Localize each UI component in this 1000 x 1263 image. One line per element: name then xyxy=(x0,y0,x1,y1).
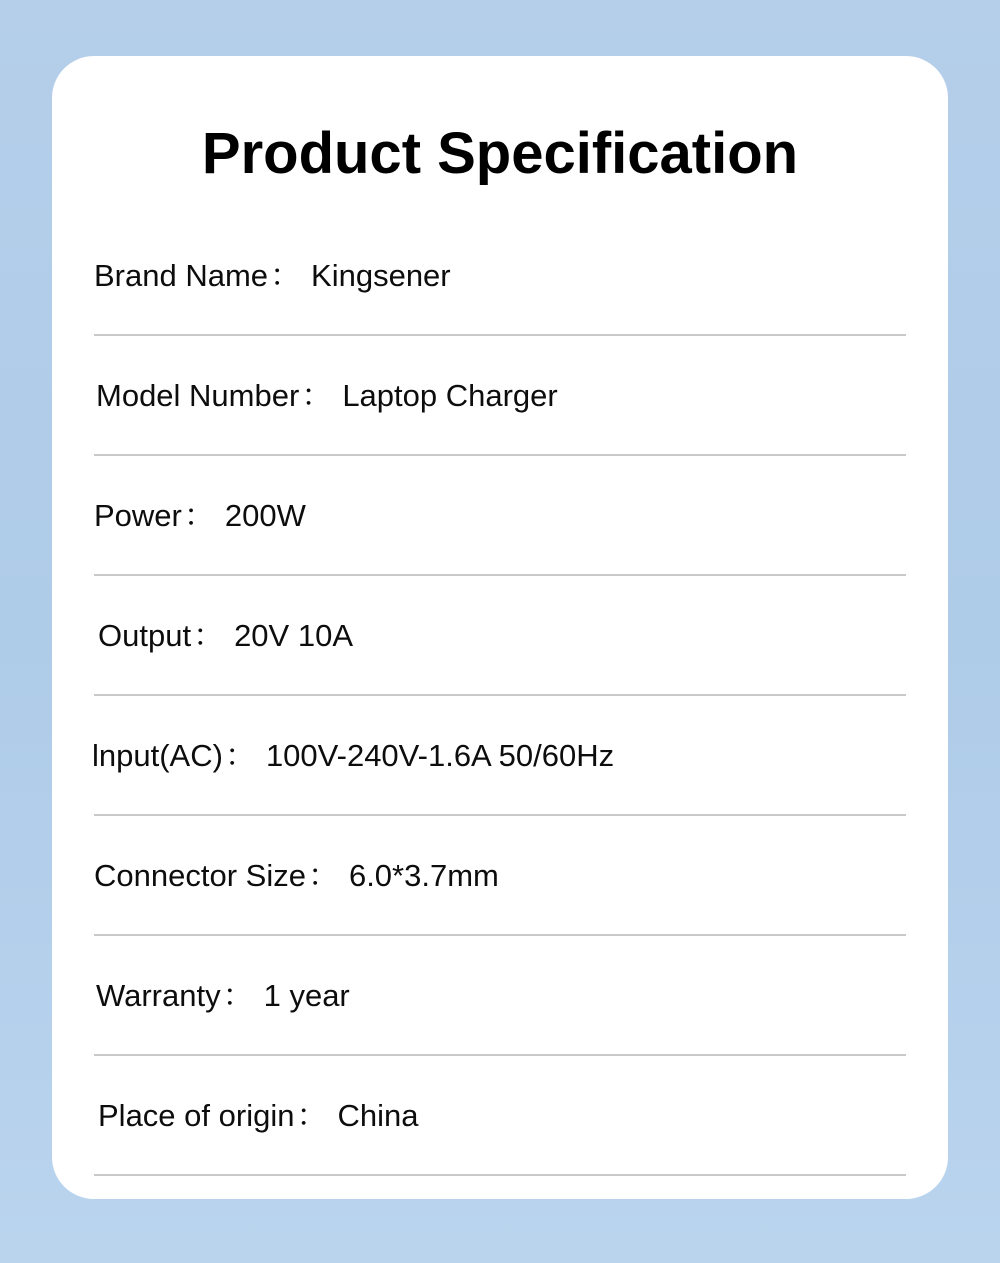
spec-text-connector-size xyxy=(94,850,499,895)
spec-label-input: lnput(AC) xyxy=(92,737,223,773)
page-title: Product Specification xyxy=(201,121,799,186)
spec-value-output: 20V 10A xyxy=(234,617,353,653)
spec-value-brand-name: Kingsener xyxy=(311,257,451,293)
spec-text-input xyxy=(92,730,614,775)
spec-colon: ： xyxy=(301,377,333,413)
specification-card xyxy=(52,56,948,1199)
spec-value-model-number: Laptop Charger xyxy=(342,377,558,413)
spec-label-power: Power xyxy=(94,497,182,533)
spec-label-brand-name: Brand Name xyxy=(94,257,269,293)
spec-row xyxy=(94,576,906,696)
spec-label-output: Output xyxy=(98,617,192,653)
spec-row xyxy=(94,216,906,336)
spec-value-power: 200W xyxy=(224,497,306,533)
spec-text-output xyxy=(98,610,353,655)
spec-colon: ： xyxy=(193,617,225,653)
spec-label-model-number: Model Number xyxy=(96,377,300,413)
spec-value-connector-size: 6.0*3.7mm xyxy=(348,857,499,893)
spec-row xyxy=(94,696,906,816)
spec-value-warranty: 1 year xyxy=(263,977,350,1013)
spec-text-warranty xyxy=(96,970,350,1015)
spec-row xyxy=(94,816,906,936)
spec-text-model-number xyxy=(96,370,558,415)
spec-colon: ： xyxy=(307,857,339,893)
spec-row xyxy=(94,936,906,1056)
spec-value-input: 100V-240V-1.6A 50/60Hz xyxy=(265,737,615,773)
spec-label-warranty: Warranty xyxy=(96,977,221,1013)
spec-text-place-of-origin xyxy=(98,1090,418,1135)
spec-label-connector-size: Connector Size xyxy=(94,857,306,893)
spec-row xyxy=(94,456,906,576)
spec-value-place-of-origin: China xyxy=(337,1097,419,1133)
row-divider xyxy=(94,1174,906,1176)
spec-text-brand-name xyxy=(94,250,451,295)
spec-colon: ： xyxy=(296,1097,328,1133)
spec-colon: ： xyxy=(270,257,302,293)
spec-label-place-of-origin: Place of origin xyxy=(98,1097,295,1133)
spec-text-power xyxy=(94,490,306,535)
spec-colon: ： xyxy=(183,497,215,533)
spec-row xyxy=(94,1056,906,1176)
spec-row xyxy=(94,336,906,456)
spec-colon: ： xyxy=(222,977,254,1013)
specification-list xyxy=(94,216,906,1176)
spec-colon: ： xyxy=(224,737,256,773)
